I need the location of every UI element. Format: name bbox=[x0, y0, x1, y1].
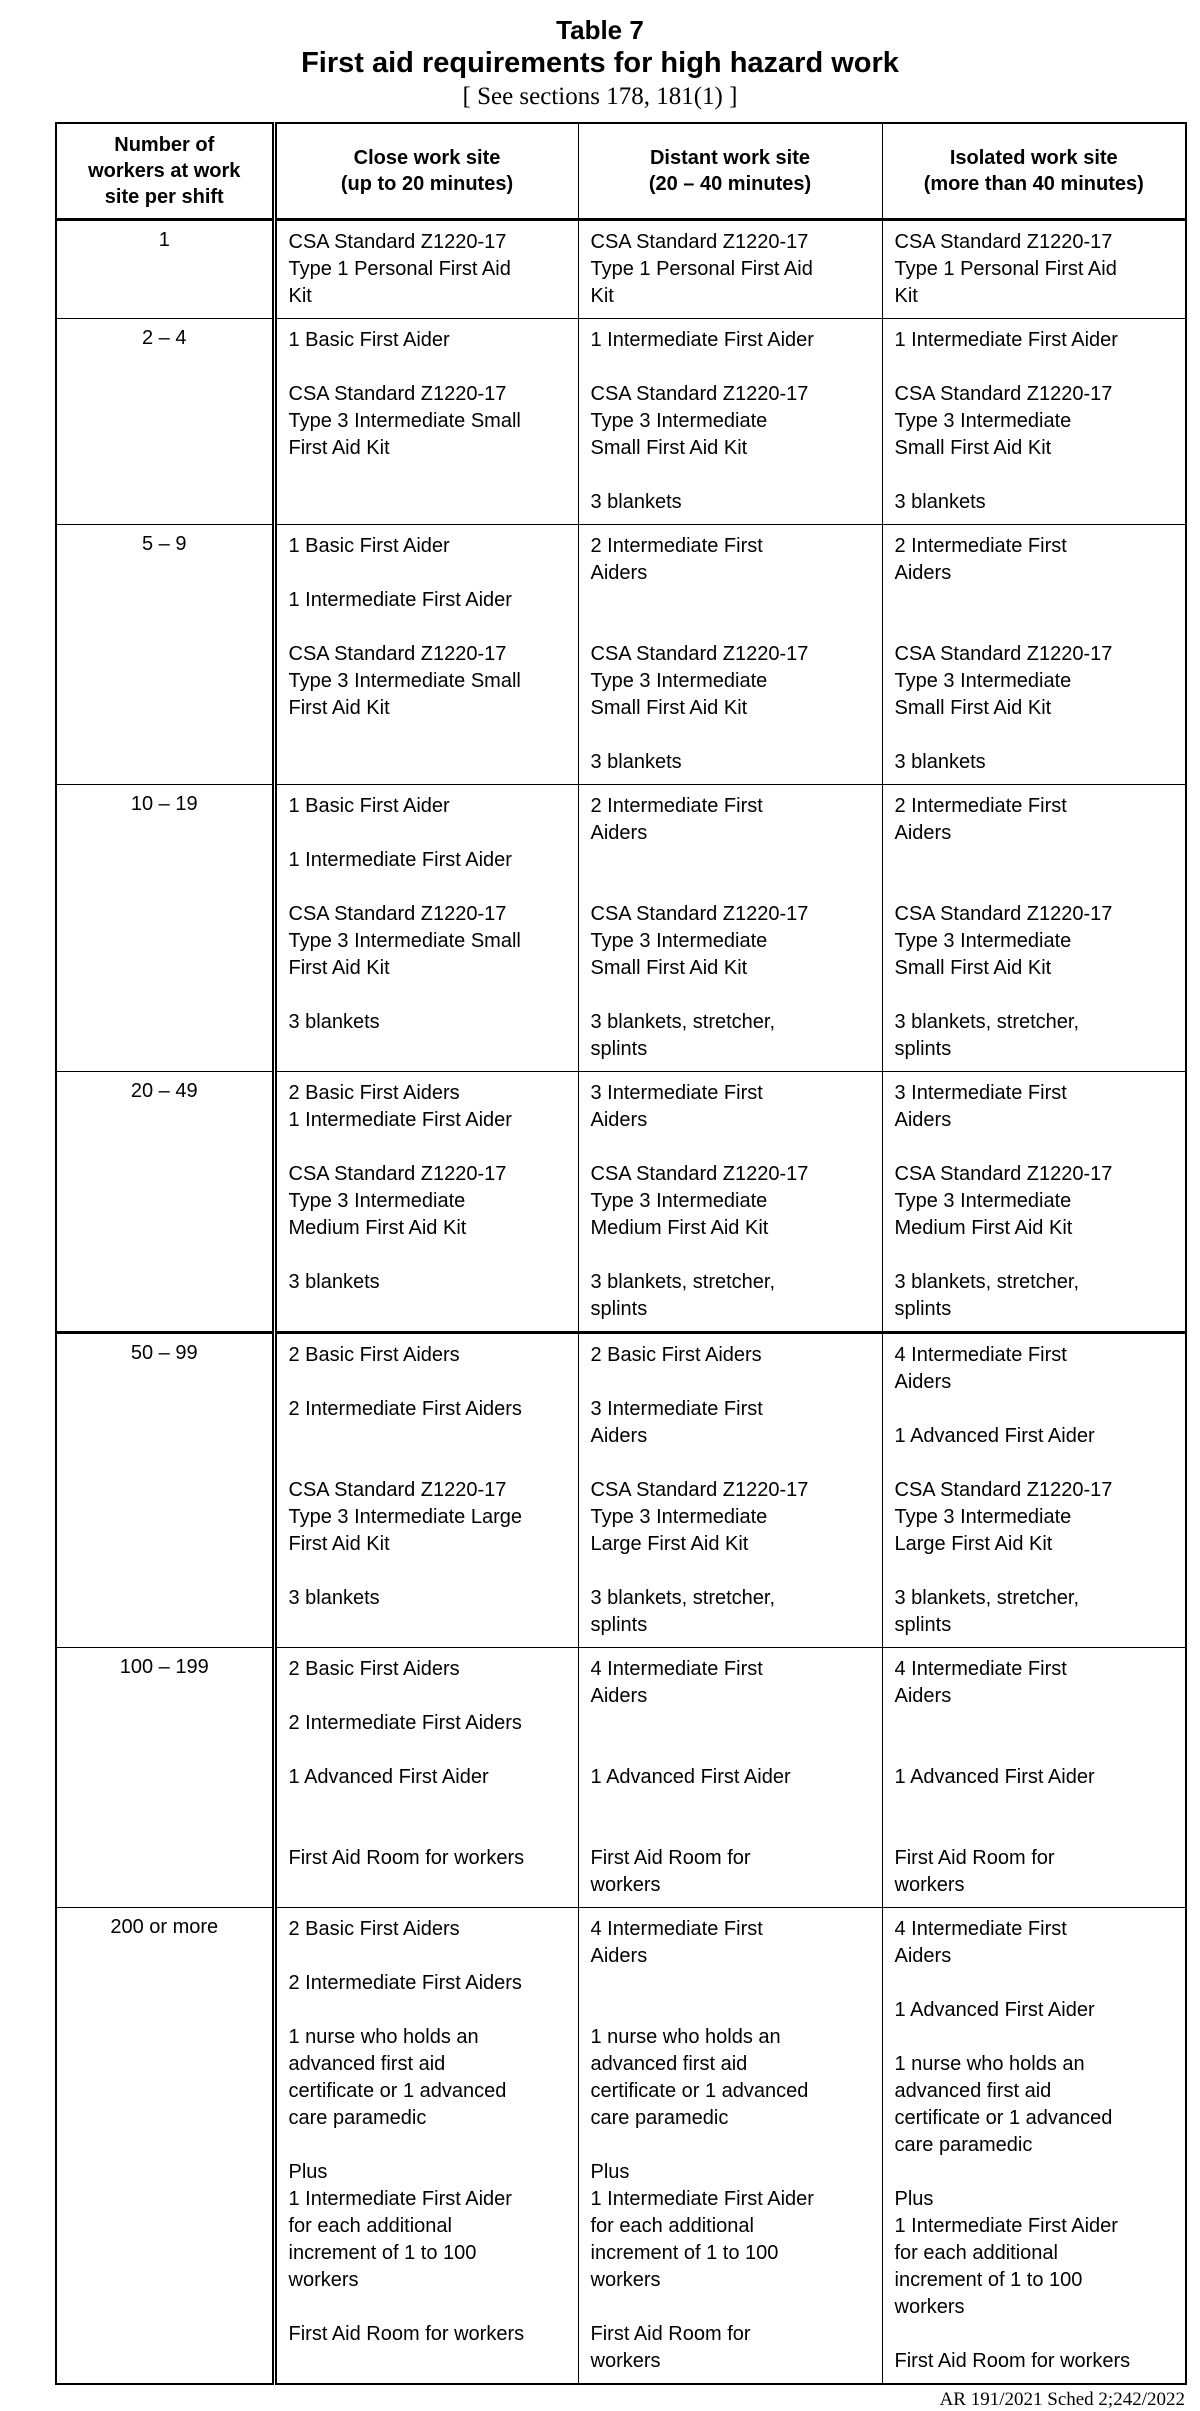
requirement-line: Kit bbox=[894, 285, 918, 307]
close-requirements-cell bbox=[274, 1072, 578, 1333]
requirement-line: Type 1 Personal First Aid bbox=[288, 258, 511, 280]
isolated-requirements-cell bbox=[882, 1908, 1186, 2385]
column-header-distant bbox=[578, 123, 882, 220]
requirement-line: First Aid Kit bbox=[288, 437, 390, 459]
requirement-line: CSA Standard Z1220-17 bbox=[288, 643, 507, 665]
isolated-requirements-cell bbox=[882, 785, 1186, 1072]
requirement-line: CSA Standard Z1220-17 bbox=[288, 1163, 507, 1185]
header-line: workers at work bbox=[88, 160, 241, 182]
requirement-line: Type 3 Intermediate Small bbox=[288, 930, 521, 952]
blank-line bbox=[895, 847, 1174, 874]
header-line: Isolated work site bbox=[949, 147, 1118, 169]
requirement-line: 2 Basic First Aiders bbox=[288, 1658, 460, 1680]
header-line: Number of bbox=[114, 134, 215, 156]
isolated-requirements-cell bbox=[882, 319, 1186, 525]
requirement-line: 2 Intermediate First Aiders bbox=[288, 1972, 522, 1994]
requirement-line: CSA Standard Z1220-17 bbox=[590, 643, 809, 665]
requirement-line: Aiders bbox=[894, 1685, 952, 1707]
requirement-line: 3 blankets, stretcher, bbox=[590, 1271, 776, 1293]
blank-line bbox=[591, 874, 870, 901]
requirement-line: 3 Intermediate First bbox=[590, 1082, 763, 1104]
requirement-line: 1 Intermediate First Aider bbox=[288, 2188, 512, 2210]
requirement-line: splints bbox=[590, 1298, 648, 1320]
requirement-line: 1 Basic First Aider bbox=[288, 795, 450, 817]
requirement-line: Type 1 Personal First Aid bbox=[590, 258, 813, 280]
distant-requirements-cell bbox=[578, 785, 882, 1072]
requirement-line: CSA Standard Z1220-17 bbox=[894, 903, 1113, 925]
blank-line bbox=[895, 874, 1174, 901]
blank-line bbox=[289, 560, 566, 587]
requirement-line: Aiders bbox=[590, 1425, 648, 1447]
requirement-line: Small First Aid Kit bbox=[894, 957, 1052, 979]
requirement-line: Small First Aid Kit bbox=[894, 697, 1052, 719]
table-body bbox=[56, 220, 1186, 2385]
requirement-line: workers bbox=[590, 2350, 661, 2372]
blank-line bbox=[895, 587, 1174, 614]
requirement-line: First Aid Kit bbox=[288, 697, 390, 719]
blank-line bbox=[591, 1369, 870, 1396]
requirement-line: workers bbox=[590, 2269, 661, 2291]
requirement-line: Medium First Aid Kit bbox=[590, 1217, 769, 1239]
requirement-line: workers bbox=[894, 2296, 965, 2318]
close-requirements-cell bbox=[274, 525, 578, 785]
requirement-line: 4 Intermediate First bbox=[590, 1918, 763, 1940]
requirement-line: splints bbox=[590, 1038, 648, 1060]
header-line: Distant work site bbox=[649, 147, 811, 169]
requirement-line: Type 3 Intermediate bbox=[590, 1506, 768, 1528]
blank-line bbox=[895, 1818, 1174, 1845]
first-aid-table-wrapper bbox=[55, 122, 1185, 2385]
requirement-line: First Aid Room for workers bbox=[894, 2350, 1131, 2372]
requirement-line: Small First Aid Kit bbox=[590, 437, 748, 459]
requirement-line: Aiders bbox=[590, 562, 648, 584]
requirement-line: CSA Standard Z1220-17 bbox=[894, 1163, 1113, 1185]
blank-line bbox=[895, 722, 1174, 749]
requirement-line: advanced first aid bbox=[894, 2080, 1052, 2102]
header-line: (20 – 40 minutes) bbox=[648, 173, 812, 195]
close-requirements-cell bbox=[274, 1908, 578, 2385]
blank-line bbox=[591, 1791, 870, 1818]
blank-line bbox=[289, 2294, 566, 2321]
requirement-line: 3 Intermediate First bbox=[590, 1398, 763, 1420]
blank-line bbox=[895, 2321, 1174, 2348]
distant-requirements-cell bbox=[578, 1333, 882, 1648]
requirement-line: Type 3 Intermediate Large bbox=[288, 1506, 522, 1528]
sections-reference: [ See sections 178, 181(1) ] bbox=[462, 83, 738, 110]
blank-line bbox=[895, 354, 1174, 381]
requirement-line: Kit bbox=[288, 285, 312, 307]
close-requirements-cell bbox=[274, 319, 578, 525]
requirement-line: Type 3 Intermediate bbox=[894, 1190, 1072, 1212]
table-row bbox=[56, 319, 1186, 525]
requirement-line: 1 Intermediate First Aider bbox=[590, 329, 814, 351]
requirement-line: Aiders bbox=[590, 1945, 648, 1967]
requirement-line: Type 3 Intermediate bbox=[590, 930, 768, 952]
requirement-line: splints bbox=[590, 1614, 648, 1636]
requirement-line: increment of 1 to 100 bbox=[894, 2269, 1083, 2291]
requirement-line: 2 Intermediate First bbox=[894, 795, 1067, 817]
requirement-line: for each additional bbox=[590, 2215, 754, 2237]
blank-line bbox=[591, 1737, 870, 1764]
requirement-line: splints bbox=[894, 1298, 952, 1320]
distant-requirements-cell bbox=[578, 220, 882, 319]
requirement-line: certificate or 1 advanced bbox=[894, 2107, 1113, 2129]
blank-line bbox=[895, 462, 1174, 489]
requirement-line: splints bbox=[894, 1038, 952, 1060]
requirement-line: Aiders bbox=[590, 1685, 648, 1707]
requirement-line: 1 Intermediate First Aider bbox=[894, 2215, 1118, 2237]
requirement-line: CSA Standard Z1220-17 bbox=[288, 231, 507, 253]
requirement-line: Aiders bbox=[894, 1371, 952, 1393]
requirement-line: Plus bbox=[590, 2161, 630, 2183]
requirement-line: 2 Basic First Aiders bbox=[288, 1918, 460, 1940]
blank-line bbox=[895, 1710, 1174, 1737]
first-aid-requirements-table bbox=[55, 122, 1187, 2385]
requirement-line: 2 Intermediate First bbox=[590, 795, 763, 817]
blank-line bbox=[591, 1558, 870, 1585]
blank-line bbox=[289, 1450, 566, 1477]
requirement-line: advanced first aid bbox=[590, 2053, 748, 2075]
requirement-line: Aiders bbox=[894, 822, 952, 844]
requirement-line: First Aid Room for bbox=[894, 1847, 1055, 1869]
requirement-line: Type 1 Personal First Aid bbox=[894, 258, 1117, 280]
requirement-line: certificate or 1 advanced bbox=[288, 2080, 507, 2102]
requirement-line: 3 blankets bbox=[590, 751, 682, 773]
table-row bbox=[56, 1908, 1186, 2385]
column-header-workers bbox=[56, 123, 274, 220]
requirement-line: Aiders bbox=[894, 562, 952, 584]
distant-requirements-cell bbox=[578, 1072, 882, 1333]
requirement-line: care paramedic bbox=[590, 2107, 729, 2129]
requirement-line: Medium First Aid Kit bbox=[894, 1217, 1073, 1239]
requirement-line: Small First Aid Kit bbox=[590, 697, 748, 719]
requirement-line: 3 Intermediate First bbox=[894, 1082, 1067, 1104]
blank-line bbox=[289, 2132, 566, 2159]
blank-line bbox=[591, 587, 870, 614]
blank-line bbox=[591, 614, 870, 641]
requirement-line: First Aid Kit bbox=[288, 957, 390, 979]
requirement-line: Type 3 Intermediate Small bbox=[288, 670, 521, 692]
header-line: (up to 20 minutes) bbox=[340, 173, 514, 195]
requirement-line: Type 3 Intermediate bbox=[590, 670, 768, 692]
header-line: (more than 40 minutes) bbox=[923, 173, 1144, 195]
requirement-line: certificate or 1 advanced bbox=[590, 2080, 809, 2102]
requirement-line: 2 Intermediate First bbox=[590, 535, 763, 557]
blank-line bbox=[289, 820, 566, 847]
blank-line bbox=[591, 982, 870, 1009]
blank-line bbox=[289, 1997, 566, 2024]
blank-line bbox=[591, 354, 870, 381]
blank-line bbox=[895, 1134, 1174, 1161]
table-row bbox=[56, 1333, 1186, 1648]
table-row bbox=[56, 1072, 1186, 1333]
requirement-line: 3 blankets, stretcher, bbox=[590, 1011, 776, 1033]
blank-line bbox=[289, 1791, 566, 1818]
workers-count-cell: 1 bbox=[56, 220, 274, 319]
blank-line bbox=[289, 874, 566, 901]
requirement-line: Type 3 Intermediate bbox=[590, 410, 768, 432]
requirement-line: 2 Intermediate First Aiders bbox=[288, 1712, 522, 1734]
requirement-line: Aiders bbox=[590, 1109, 648, 1131]
requirement-line: 4 Intermediate First bbox=[590, 1658, 763, 1680]
blank-line bbox=[289, 1242, 566, 1269]
requirement-line: CSA Standard Z1220-17 bbox=[288, 383, 507, 405]
requirement-line: Type 3 Intermediate bbox=[894, 930, 1072, 952]
close-requirements-cell bbox=[274, 220, 578, 319]
requirement-line: CSA Standard Z1220-17 bbox=[894, 1479, 1113, 1501]
requirement-line: Plus bbox=[894, 2188, 934, 2210]
requirement-line: 3 blankets bbox=[288, 1271, 380, 1293]
requirement-line: for each additional bbox=[288, 2215, 452, 2237]
isolated-requirements-cell bbox=[882, 1072, 1186, 1333]
close-requirements-cell bbox=[274, 1333, 578, 1648]
requirement-line: splints bbox=[894, 1614, 952, 1636]
requirement-line: Plus bbox=[288, 2161, 328, 2183]
requirement-line: increment of 1 to 100 bbox=[288, 2242, 477, 2264]
workers-count-cell: 2 – 4 bbox=[56, 319, 274, 525]
table-subtitle: First aid requirements for high hazard work bbox=[301, 47, 899, 79]
blank-line bbox=[895, 2159, 1174, 2186]
blank-line bbox=[591, 2294, 870, 2321]
requirement-line: First Aid Kit bbox=[288, 1533, 390, 1555]
requirement-line: Medium First Aid Kit bbox=[288, 1217, 467, 1239]
table-title: Table 7 bbox=[556, 15, 644, 45]
requirement-line: Small First Aid Kit bbox=[590, 957, 748, 979]
requirement-line: Large First Aid Kit bbox=[590, 1533, 749, 1555]
blank-line bbox=[289, 1683, 566, 1710]
requirement-line: 1 Advanced First Aider bbox=[894, 1999, 1095, 2021]
requirement-line: 2 Basic First Aiders bbox=[288, 1082, 460, 1104]
column-header-close bbox=[274, 123, 578, 220]
requirement-line: 1 Advanced First Aider bbox=[590, 1766, 791, 1788]
requirement-line: 1 Advanced First Aider bbox=[894, 1766, 1095, 1788]
blank-line bbox=[895, 1791, 1174, 1818]
requirement-line: CSA Standard Z1220-17 bbox=[894, 643, 1113, 665]
requirement-line: 4 Intermediate First bbox=[894, 1658, 1067, 1680]
requirement-line: Large First Aid Kit bbox=[894, 1533, 1053, 1555]
requirement-line: workers bbox=[288, 2269, 359, 2291]
close-requirements-cell bbox=[274, 785, 578, 1072]
blank-line bbox=[895, 1737, 1174, 1764]
isolated-requirements-cell bbox=[882, 1333, 1186, 1648]
blank-line bbox=[895, 614, 1174, 641]
requirement-line: First Aid Room for bbox=[590, 1847, 751, 1869]
requirement-line: 1 Advanced First Aider bbox=[288, 1766, 489, 1788]
requirement-line: 4 Intermediate First bbox=[894, 1344, 1067, 1366]
table-row bbox=[56, 1648, 1186, 1908]
requirement-line: 2 Intermediate First Aiders bbox=[288, 1398, 522, 1420]
requirement-line: Type 3 Intermediate bbox=[288, 1190, 466, 1212]
requirement-line: Type 3 Intermediate bbox=[590, 1190, 768, 1212]
requirement-line: CSA Standard Z1220-17 bbox=[288, 1479, 507, 1501]
workers-count-cell: 10 – 19 bbox=[56, 785, 274, 1072]
requirement-line: 1 Intermediate First Aider bbox=[288, 589, 512, 611]
requirement-line: CSA Standard Z1220-17 bbox=[590, 1479, 809, 1501]
requirement-line: 1 nurse who holds an bbox=[894, 2053, 1085, 2075]
requirement-line: First Aid Room for workers bbox=[288, 1847, 525, 1869]
requirement-line: Small First Aid Kit bbox=[894, 437, 1052, 459]
requirement-line: Aiders bbox=[590, 822, 648, 844]
isolated-requirements-cell bbox=[882, 1648, 1186, 1908]
workers-count-cell: 20 – 49 bbox=[56, 1072, 274, 1333]
requirement-line: Type 3 Intermediate bbox=[894, 410, 1072, 432]
requirement-line: Kit bbox=[590, 285, 614, 307]
blank-line bbox=[591, 722, 870, 749]
close-requirements-cell bbox=[274, 1648, 578, 1908]
distant-requirements-cell bbox=[578, 1648, 882, 1908]
blank-line bbox=[591, 1242, 870, 1269]
requirement-line: Aiders bbox=[894, 1945, 952, 1967]
requirement-line: increment of 1 to 100 bbox=[590, 2242, 779, 2264]
requirement-line: Type 3 Intermediate bbox=[894, 670, 1072, 692]
blank-line bbox=[289, 982, 566, 1009]
column-header-isolated bbox=[882, 123, 1186, 220]
requirement-line: 1 Intermediate First Aider bbox=[288, 849, 512, 871]
requirement-line: 3 blankets, stretcher, bbox=[894, 1271, 1080, 1293]
requirement-line: CSA Standard Z1220-17 bbox=[590, 903, 809, 925]
table-row bbox=[56, 220, 1186, 319]
blank-line bbox=[591, 847, 870, 874]
blank-line bbox=[591, 2132, 870, 2159]
requirement-line: 3 blankets, stretcher, bbox=[894, 1587, 1080, 1609]
isolated-requirements-cell bbox=[882, 220, 1186, 319]
blank-line bbox=[895, 982, 1174, 1009]
blank-line bbox=[895, 1242, 1174, 1269]
requirement-line: 3 blankets bbox=[288, 1587, 380, 1609]
requirement-line: 4 Intermediate First bbox=[894, 1918, 1067, 1940]
requirement-line: 3 blankets bbox=[590, 491, 682, 513]
requirement-line: 3 blankets bbox=[894, 491, 986, 513]
requirement-line: Type 3 Intermediate bbox=[894, 1506, 1072, 1528]
table-header bbox=[56, 123, 1186, 220]
header-line: site per shift bbox=[104, 186, 224, 208]
header-line: Close work site bbox=[353, 147, 501, 169]
requirement-line: care paramedic bbox=[894, 2134, 1033, 2156]
workers-count-cell: 100 – 199 bbox=[56, 1648, 274, 1908]
requirement-line: 3 blankets, stretcher, bbox=[590, 1587, 776, 1609]
requirement-line: 1 Intermediate First Aider bbox=[590, 2188, 814, 2210]
blank-line bbox=[895, 1396, 1174, 1423]
blank-line bbox=[895, 1970, 1174, 1997]
blank-line bbox=[895, 1450, 1174, 1477]
blank-line bbox=[289, 1558, 566, 1585]
workers-count-cell: 50 – 99 bbox=[56, 1333, 274, 1648]
requirement-line: 1 nurse who holds an bbox=[288, 2026, 479, 2048]
blank-line bbox=[591, 1450, 870, 1477]
blank-line bbox=[289, 1134, 566, 1161]
blank-line bbox=[289, 614, 566, 641]
requirement-line: 3 blankets bbox=[894, 751, 986, 773]
requirement-line: 1 nurse who holds an bbox=[590, 2026, 781, 2048]
requirement-line: CSA Standard Z1220-17 bbox=[590, 1163, 809, 1185]
requirement-line: workers bbox=[894, 1874, 965, 1896]
isolated-requirements-cell bbox=[882, 525, 1186, 785]
requirement-line: First Aid Room for workers bbox=[288, 2323, 525, 2345]
requirement-line: care paramedic bbox=[288, 2107, 427, 2129]
distant-requirements-cell bbox=[578, 319, 882, 525]
requirement-line: 2 Intermediate First bbox=[894, 535, 1067, 557]
table-row bbox=[56, 525, 1186, 785]
requirement-line: 1 Intermediate First Aider bbox=[894, 329, 1118, 351]
blank-line bbox=[591, 1997, 870, 2024]
blank-line bbox=[895, 2024, 1174, 2051]
blank-line bbox=[289, 354, 566, 381]
requirement-line: Aiders bbox=[894, 1109, 952, 1131]
blank-line bbox=[895, 1558, 1174, 1585]
regulation-reference: AR 191/2021 Sched 2;242/2022 bbox=[939, 2389, 1185, 2410]
requirement-line: 1 Basic First Aider bbox=[288, 535, 450, 557]
blank-line bbox=[289, 1369, 566, 1396]
requirement-line: for each additional bbox=[894, 2242, 1058, 2264]
workers-count-cell: 5 – 9 bbox=[56, 525, 274, 785]
requirement-line: 2 Basic First Aiders bbox=[590, 1344, 762, 1366]
blank-line bbox=[289, 1818, 566, 1845]
requirement-line: 1 Advanced First Aider bbox=[894, 1425, 1095, 1447]
distant-requirements-cell bbox=[578, 525, 882, 785]
table-row bbox=[56, 785, 1186, 1072]
requirement-line: CSA Standard Z1220-17 bbox=[590, 231, 809, 253]
distant-requirements-cell bbox=[578, 1908, 882, 2385]
blank-line bbox=[591, 462, 870, 489]
requirement-line: advanced first aid bbox=[288, 2053, 446, 2075]
requirement-line: Type 3 Intermediate Small bbox=[288, 410, 521, 432]
requirement-line: CSA Standard Z1220-17 bbox=[590, 383, 809, 405]
workers-count-cell: 200 or more bbox=[56, 1908, 274, 2385]
blank-line bbox=[289, 1423, 566, 1450]
blank-line bbox=[289, 1943, 566, 1970]
requirement-line: 2 Basic First Aiders bbox=[288, 1344, 460, 1366]
requirement-line: CSA Standard Z1220-17 bbox=[288, 903, 507, 925]
requirement-line: 1 Basic First Aider bbox=[288, 329, 450, 351]
blank-line bbox=[591, 1818, 870, 1845]
blank-line bbox=[591, 1970, 870, 1997]
requirement-line: 3 blankets, stretcher, bbox=[894, 1011, 1080, 1033]
requirement-line: 1 Intermediate First Aider bbox=[288, 1109, 512, 1131]
table-header-row bbox=[56, 123, 1186, 220]
requirement-line: CSA Standard Z1220-17 bbox=[894, 231, 1113, 253]
blank-line bbox=[289, 1737, 566, 1764]
requirement-line: 3 blankets bbox=[288, 1011, 380, 1033]
requirement-line: workers bbox=[590, 1874, 661, 1896]
requirement-line: CSA Standard Z1220-17 bbox=[894, 383, 1113, 405]
blank-line bbox=[591, 1710, 870, 1737]
requirement-line: First Aid Room for bbox=[590, 2323, 751, 2345]
blank-line bbox=[591, 1134, 870, 1161]
